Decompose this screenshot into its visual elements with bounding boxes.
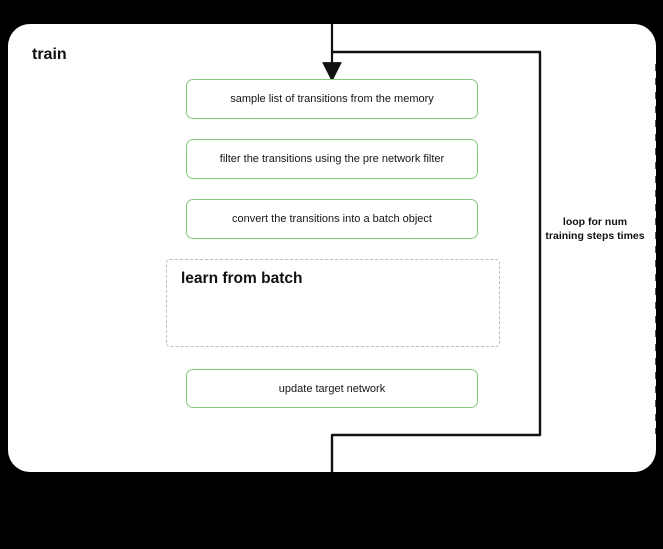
subgroup-learn-from-batch[interactable] bbox=[166, 259, 500, 347]
subgroup-label: learn from batch bbox=[181, 270, 303, 287]
step-label: sample list of transitions from the memory bbox=[230, 93, 434, 105]
step-label: filter the transitions using the pre network filter bbox=[219, 153, 445, 165]
step-label: convert the transitions into a batch object bbox=[232, 213, 432, 225]
step-label: update target network bbox=[278, 382, 386, 395]
loop-label: loop for num training steps times bbox=[545, 216, 645, 243]
page-title: train bbox=[32, 46, 67, 63]
step-filter-transitions[interactable] bbox=[186, 139, 478, 179]
step-sample-transitions[interactable] bbox=[186, 79, 478, 119]
panel-dashed-edge bbox=[655, 64, 656, 434]
step-update-target-network[interactable] bbox=[186, 369, 478, 408]
step-convert-to-batch[interactable] bbox=[186, 199, 478, 239]
